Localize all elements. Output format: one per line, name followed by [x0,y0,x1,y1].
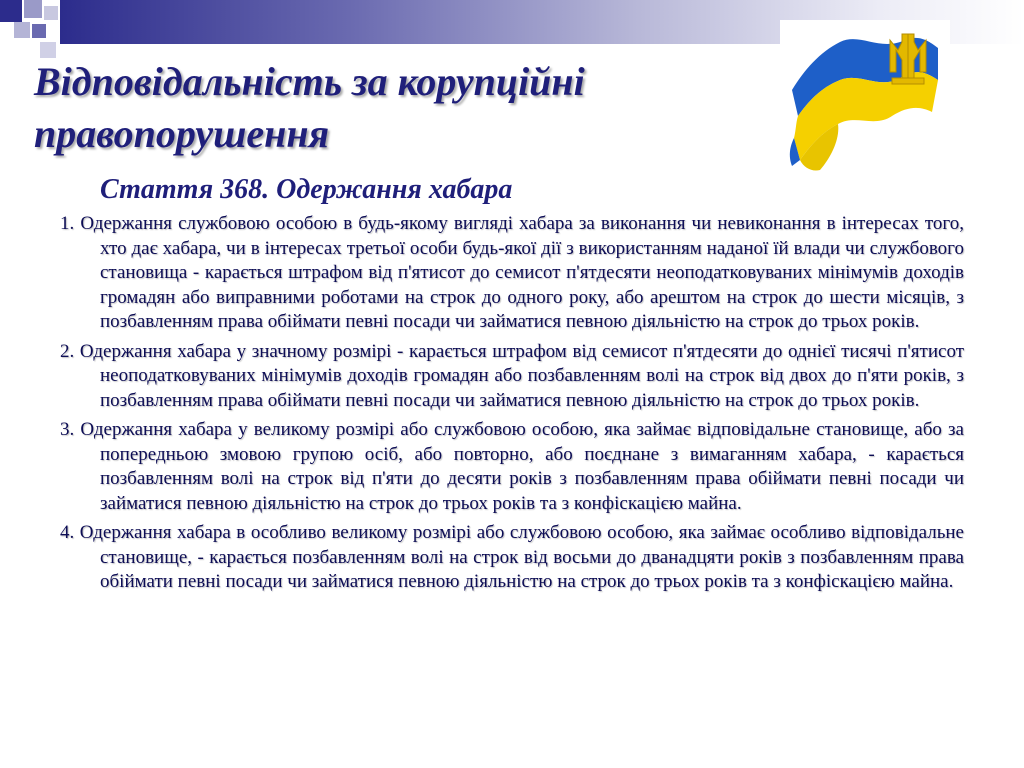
ukrainian-flag-icon [780,20,950,180]
article-paragraph: 4. Одержання хабара в особливо великому розмірі або службовою особою, яка займає особливо відповідальне становище, - карається позбавленням волі на строк від восьми до дванадцяти років з позбавленням права обіймати певні посади чи займатися певною діяльністю на строк до трьох років та з конфіскацією майна. [60,522,964,592]
slide-title: Відповідальність за корупційні правопорушення [34,59,585,156]
decor-square [44,6,58,20]
decor-square [14,22,30,38]
article-heading: Стаття 368. Одержання хабара [100,174,513,205]
article-paragraph: 3. Одержання хабара у великому розмірі або службовою особою, яка займає відповідальне становище, або за попередньою змовою групою осіб, або повторно, або поєднане з вимаганням хабара, - карається позбавленням волі на строк від п'яти до десяти років з позбавленням права обіймати певні посади чи займатися певною діяльністю на строк до трьох років та з конфіскацією майна. [60,419,964,514]
article-body [60,212,964,600]
decor-square [24,0,42,18]
article-paragraph: 1. Одержання службовою особою в будь-якому вигляді хабара за виконання чи невиконання в інтересах того, хто дає хабара, чи в інтересах третьої особи будь-якої дії з використанням наданої їй влади чи службового становища - карається штрафом від п'ятисот до семисот п'ятдесяти неоподатковуваних мінімумів доходів громадян або виправними роботами на строк до одного року, або арештом на строк до шести місяців, з позбавленням права обіймати певні посади чи займатися певною діяльністю на строк до трьох років. [60,213,964,332]
decor-square [0,0,22,22]
article-paragraph: 2. Одержання хабара у значному розмірі - карається штрафом від семисот п'ятдесяти до однієї тисячі п'ятисот неоподатковуваних мінімумів доходів громадян або позбавленням волі на строк від двох до п'яти років, з позбавленням права обіймати певні посади чи займатися певною діяльністю на строк до трьох років. [60,340,964,411]
decor-square [32,24,46,38]
